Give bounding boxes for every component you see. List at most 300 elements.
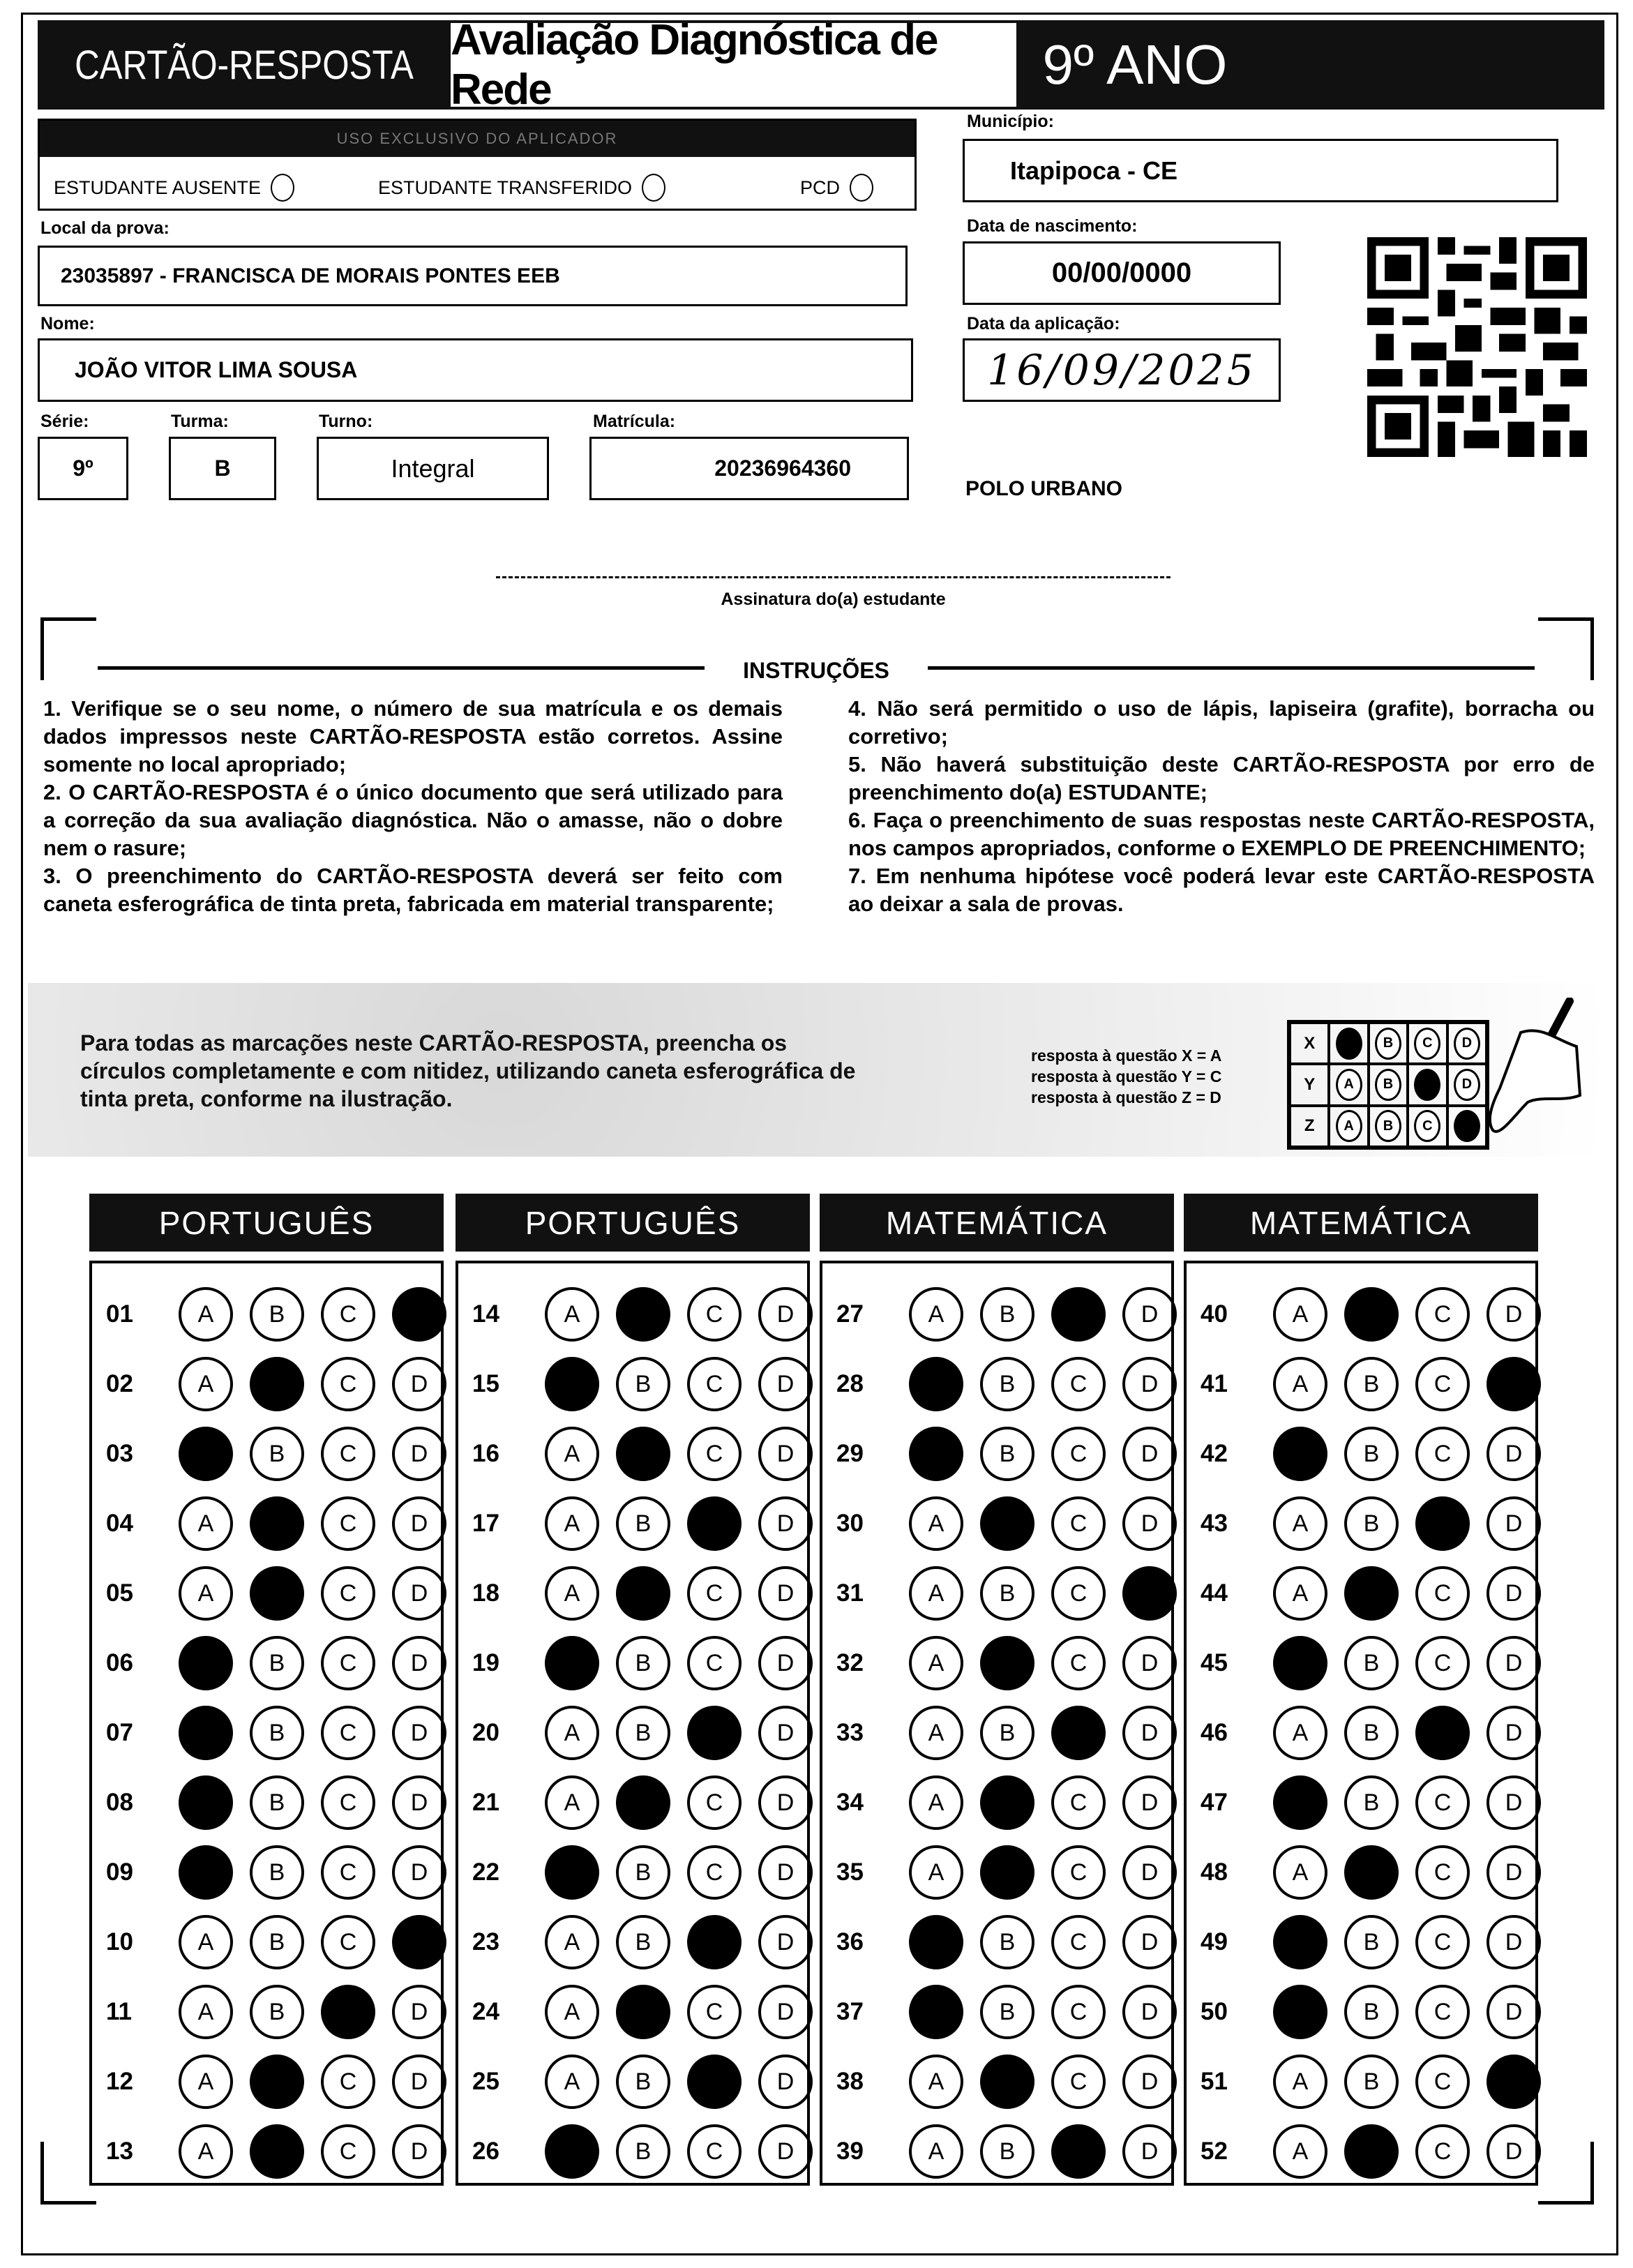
answer-bubble[interactable]: B [616,1496,670,1551]
answer-bubble-filled[interactable]: C [1051,2124,1106,2179]
question-number: 51 [1201,2068,1228,2095]
answer-bubble[interactable]: A [179,2124,233,2179]
answer-bubble[interactable]: D [1122,1775,1177,1830]
answer-bubble-filled[interactable]: B [980,1636,1034,1690]
answer-bubble[interactable]: D [758,2124,813,2179]
birthdate-label: Data de nascimento: [967,216,1138,236]
pcd-bubble[interactable] [850,174,873,202]
answer-bubble-filled[interactable]: A [545,2124,599,2179]
instruction-item: 1. Verifique se o seu nome, o número de sua matrícula e os demais dados impressos neste CARTÃO-RESPOSTA estão corretos. Assine somente no local apropriado; [43,696,783,776]
answer-bubble[interactable]: B [980,1357,1034,1411]
answer-bubble[interactable]: C [1415,1357,1470,1411]
answer-bubble[interactable]: D [392,1706,446,1760]
question-row [1187,1845,1535,1900]
signature-line[interactable] [496,576,1171,578]
answer-bubble[interactable]: D [758,1706,813,1760]
answer-bubble[interactable]: C [687,1636,742,1690]
question-row [822,2054,1171,2110]
answer-bubble-filled[interactable]: A [909,1357,963,1411]
question-row [92,2054,441,2110]
answer-bubble[interactable]: B [250,1636,304,1690]
answer-bubble-filled[interactable]: D [1487,2055,1541,2109]
answer-bubble[interactable]: C [687,1427,742,1481]
answer-bubble[interactable]: A [545,1287,599,1342]
question-number: 06 [106,1649,133,1676]
question-row [1187,1426,1535,1482]
answer-bubble[interactable]: D [1122,1287,1177,1342]
answer-bubble-filled[interactable]: D [1122,1566,1177,1621]
answer-bubble-filled[interactable]: C [321,1985,375,2039]
answer-bubble-filled[interactable]: A [1273,1985,1327,2039]
answer-bubble[interactable]: D [1122,2055,1177,2109]
answer-bubble[interactable]: A [1273,2124,1327,2179]
answer-bubble[interactable]: D [392,1845,446,1900]
answer-bubble-filled[interactable]: B [250,1566,304,1621]
signature-label: Assinatura do(a) estudante [721,589,946,609]
answer-bubble[interactable]: D [1122,1985,1177,2039]
answer-bubble[interactable]: C [1415,2055,1470,2109]
question-number: 52 [1201,2138,1228,2165]
question-number: 22 [472,1858,499,1886]
answer-bubble[interactable]: A [545,1915,599,1969]
question-number: 16 [472,1440,499,1467]
answer-bubble[interactable]: A [909,1636,963,1690]
legend-item: resposta à questão Y = C [1031,1067,1222,1086]
answer-bubble[interactable]: D [1122,1357,1177,1411]
question-number: 04 [106,1510,133,1537]
answer-bubble-filled[interactable]: C [687,1915,742,1969]
question-row [822,2124,1171,2179]
answer-bubble[interactable]: B [1344,2055,1399,2109]
question-row [458,1914,807,1970]
question-number: 34 [836,1789,864,1816]
answer-bubble[interactable]: D [1122,1706,1177,1760]
answer-bubble[interactable]: D [1487,1775,1541,1830]
answer-bubble[interactable]: A [1273,1287,1327,1342]
answer-bubble[interactable]: A [909,1496,963,1551]
answer-bubble[interactable]: B [980,2124,1034,2179]
answer-bubble[interactable]: C [1415,2124,1470,2179]
answer-bubble[interactable]: C [1415,1985,1470,2039]
answer-bubble-filled[interactable]: A [545,1636,599,1690]
answer-bubble[interactable]: C [321,1775,375,1830]
answer-bubble[interactable]: C [1051,1357,1106,1411]
answer-bubble[interactable]: A [909,1775,963,1830]
answer-bubble-filled[interactable]: A [179,1845,233,1900]
answer-bubble[interactable]: C [1415,1427,1470,1481]
answer-bubble-filled[interactable]: A [545,1357,599,1411]
answer-bubble-filled[interactable]: A [909,1915,963,1969]
answer-bubble[interactable]: A [179,1566,233,1621]
answer-bubble[interactable]: B [1344,1357,1399,1411]
answer-bubble[interactable]: A [179,1287,233,1342]
answer-bubble[interactable]: D [1487,1427,1541,1481]
answer-bubble[interactable]: D [758,1357,813,1411]
answer-bubble[interactable]: D [392,1636,446,1690]
answer-bubble[interactable]: C [1415,1775,1470,1830]
answer-bubble[interactable]: C [687,1775,742,1830]
absent-bubble[interactable] [271,174,294,202]
answer-bubble[interactable]: C [321,1496,375,1551]
question-number: 46 [1201,1719,1228,1746]
municipio-field: Itapipoca - CE [963,139,1558,202]
answer-bubble-filled[interactable]: B [616,1566,670,1621]
answer-bubble[interactable]: C [687,1287,742,1342]
question-number: 02 [106,1370,133,1397]
answer-bubble[interactable]: C [321,1287,375,1342]
question-number: 01 [106,1300,133,1328]
answer-bubble[interactable]: D [1487,1566,1541,1621]
answer-bubble[interactable]: A [1273,1357,1327,1411]
question-number: 10 [106,1928,133,1955]
question-row [92,1426,441,1482]
answer-bubble[interactable]: D [392,1357,446,1411]
question-number: 35 [836,1858,864,1886]
answer-bubble[interactable]: A [179,1496,233,1551]
answer-bubble[interactable]: D [1122,1636,1177,1690]
answer-bubble[interactable]: C [321,2055,375,2109]
answer-bubble-filled[interactable]: B [1344,1566,1399,1621]
answer-bubble[interactable]: D [758,1496,813,1551]
answer-bubble[interactable]: A [1273,1845,1327,1900]
answer-bubble[interactable]: D [758,1566,813,1621]
answer-bubble[interactable]: A [909,1845,963,1900]
answer-bubble[interactable]: D [1487,1287,1541,1342]
question-row [822,1565,1171,1621]
answer-bubble[interactable]: B [1344,1915,1399,1969]
answer-bubble[interactable]: C [687,1357,742,1411]
answer-bubble[interactable]: D [1122,1496,1177,1551]
transfer-option[interactable] [378,174,665,202]
answer-bubble[interactable]: A [545,1496,599,1551]
question-row [92,1356,441,1412]
answer-bubble[interactable]: A [909,1287,963,1342]
answer-bubble[interactable]: A [179,1985,233,2039]
answer-bubble[interactable]: B [250,1985,304,2039]
answer-bubble[interactable]: A [545,1775,599,1830]
question-row [92,1914,441,1970]
answer-bubble[interactable]: B [250,1427,304,1481]
answer-bubble-filled[interactable]: A [545,1845,599,1900]
answer-bubble[interactable]: A [1273,2055,1327,2109]
question-number: 12 [106,2068,133,2095]
answer-bubble[interactable]: C [1415,1915,1470,1969]
absent-option[interactable] [54,174,294,202]
answer-bubble[interactable]: B [250,1845,304,1900]
answer-bubble-filled[interactable]: B [1344,1287,1399,1342]
answer-bubble[interactable]: B [250,1775,304,1830]
answer-bubble[interactable]: D [392,2055,446,2109]
answer-bubble[interactable]: B [616,2124,670,2179]
answer-bubble[interactable]: D [1122,1427,1177,1481]
answer-bubble[interactable]: C [1051,1915,1106,1969]
answer-bubble[interactable]: A [179,2055,233,2109]
answer-bubble-filled[interactable]: A [179,1775,233,1830]
answer-bubble[interactable]: A [545,1566,599,1621]
question-row [458,1635,807,1691]
answer-bubble[interactable]: D [1487,1915,1541,1969]
answer-bubble[interactable]: C [687,1985,742,2039]
answer-bubble[interactable]: B [980,1287,1034,1342]
question-number: 11 [106,1998,132,2025]
answer-bubble[interactable]: D [758,1775,813,1830]
answer-bubble[interactable]: C [1415,1566,1470,1621]
answer-bubble[interactable]: A [545,1427,599,1481]
answer-bubble[interactable]: D [758,1985,813,2039]
question-number: 47 [1201,1789,1228,1816]
applicator-bar: USO EXCLUSIVO DO APLICADOR [40,121,915,157]
answer-bubble-filled[interactable]: A [179,1427,233,1481]
answer-bubble-filled[interactable]: A [1273,1775,1327,1830]
answer-bubble[interactable]: C [1051,1496,1106,1551]
question-row [458,1496,807,1552]
answer-bubble[interactable]: A [179,1915,233,1969]
answer-bubble[interactable]: D [392,1985,446,2039]
instructions-left [43,695,783,918]
answer-bubble[interactable]: B [1344,1496,1399,1551]
answer-bubble[interactable]: B [616,1845,670,1900]
answer-bubble[interactable]: B [980,1566,1034,1621]
answer-bubble[interactable]: C [321,1845,375,1900]
answer-bubble[interactable]: D [1487,2124,1541,2179]
answer-bubble-filled[interactable]: A [179,1636,233,1690]
answer-bubble[interactable]: B [1344,1706,1399,1760]
transfer-bubble[interactable] [642,174,665,202]
answer-bubble[interactable]: D [758,1427,813,1481]
answer-bubble[interactable]: D [392,1775,446,1830]
question-row [822,1775,1171,1831]
answer-bubble-filled[interactable]: B [616,1775,670,1830]
example-bubble-filled [1454,1110,1480,1142]
question-row [92,1845,441,1900]
turno-field: Integral [317,437,549,500]
answer-bubble[interactable]: B [980,1706,1034,1760]
answer-bubble-filled[interactable]: B [1344,2124,1399,2179]
answer-bubble[interactable]: D [758,1915,813,1969]
question-number: 32 [836,1649,864,1676]
birthdate-field: 00/00/0000 [963,241,1281,305]
answer-bubble[interactable]: D [1122,2124,1177,2179]
answer-bubble[interactable]: A [909,2124,963,2179]
answer-bubble-filled[interactable]: B [250,1357,304,1411]
answer-bubble[interactable]: C [321,1357,375,1411]
answer-bubble-filled[interactable]: C [1051,1706,1106,1760]
answer-box [1184,1261,1538,2186]
answer-bubble[interactable]: B [250,1706,304,1760]
answer-bubble[interactable]: D [1122,1915,1177,1969]
example-bubble: B [1375,1069,1401,1101]
evaluation-title: Avaliação Diagnóstica de Rede [451,23,1016,107]
answer-bubble[interactable]: D [1487,1985,1541,2039]
answer-bubble-filled[interactable]: A [179,1706,233,1760]
question-row [1187,1914,1535,1970]
answer-bubble-filled[interactable]: B [250,1496,304,1551]
question-number: 44 [1201,1579,1228,1607]
answer-bubble[interactable]: C [1415,1636,1470,1690]
answer-bubble-filled[interactable]: C [687,2055,742,2109]
answer-bubble[interactable]: A [909,2055,963,2109]
answer-box [820,1261,1174,2186]
answer-bubble[interactable]: B [1344,1427,1399,1481]
answer-bubble[interactable]: A [1273,1566,1327,1621]
answer-bubble[interactable]: B [616,1706,670,1760]
answer-bubble[interactable]: D [758,1845,813,1900]
answer-bubble[interactable]: D [758,2055,813,2109]
answer-bubble-filled[interactable]: D [392,1287,446,1342]
answer-bubble[interactable]: A [545,1706,599,1760]
answer-bubble[interactable]: B [1344,1985,1399,2039]
answer-bubble-filled[interactable]: B [250,2124,304,2179]
answer-bubble-filled[interactable]: B [980,1496,1034,1551]
answer-bubble[interactable]: C [687,2124,742,2179]
question-number: 13 [106,2138,133,2165]
answer-bubble[interactable]: C [321,2124,375,2179]
answer-bubble[interactable]: D [758,1636,813,1690]
question-number: 05 [106,1579,133,1607]
question-row [1187,1775,1535,1831]
pcd-option[interactable] [800,174,873,202]
answer-bubble[interactable]: C [321,1915,375,1969]
question-number: 36 [836,1928,864,1955]
answer-bubble[interactable]: C [1415,1287,1470,1342]
answer-bubble-filled[interactable]: B [616,1427,670,1481]
question-row [1187,1984,1535,2040]
answer-bubble[interactable]: B [616,1915,670,1969]
municipio-label: Município: [967,112,1054,131]
answer-bubble-filled[interactable]: C [687,1496,742,1551]
corner-mark [1538,617,1594,680]
answer-bubble[interactable]: D [392,1566,446,1621]
question-row [92,1775,441,1831]
answer-bubble[interactable]: B [616,2055,670,2109]
answer-bubble[interactable]: C [1051,2055,1106,2109]
answer-bubble[interactable]: B [1344,1775,1399,1830]
answer-bubble-filled[interactable]: B [616,1287,670,1342]
example-bubble: D [1454,1069,1480,1101]
instructions-right [848,695,1595,918]
answer-bubble-filled[interactable]: B [980,1845,1034,1900]
answer-bubble[interactable]: B [980,1985,1034,2039]
question-row [458,2054,807,2110]
answer-bubble[interactable]: D [1487,1636,1541,1690]
answer-bubble[interactable]: B [616,1357,670,1411]
question-row [822,1356,1171,1412]
answer-bubble[interactable]: C [321,1427,375,1481]
answer-bubble-filled[interactable]: B [980,1775,1034,1830]
instruction-item: 6. Faça o preenchimento de suas respostas neste CARTÃO-RESPOSTA, nos campos apropriados, conforme o EXEMPLO DE PREENCHIMENTO; [848,808,1595,860]
answer-bubble[interactable]: B [250,1287,304,1342]
answer-bubble[interactable]: A [545,1985,599,2039]
answer-bubble-filled[interactable]: A [1273,1427,1327,1481]
answer-bubble[interactable]: C [321,1566,375,1621]
answer-bubble[interactable]: C [1051,1985,1106,2039]
answer-bubble-filled[interactable]: B [616,1985,670,2039]
answer-bubble-filled[interactable]: D [1487,1357,1541,1411]
answer-bubble[interactable]: C [1051,1566,1106,1621]
example-cell [1408,1064,1447,1105]
answer-bubble[interactable]: A [909,1566,963,1621]
question-row [92,1705,441,1761]
answer-bubble[interactable]: C [687,1566,742,1621]
local-field: 23035897 - FRANCISCA DE MORAIS PONTES EEB [38,246,908,306]
name-field: JOÃO VITOR LIMA SOUSA [38,338,913,402]
answer-bubble-filled[interactable]: C [687,1706,742,1760]
question-row [822,1426,1171,1482]
answer-bubble[interactable]: A [179,1357,233,1411]
answer-bubble[interactable]: B [980,1427,1034,1481]
answer-bubble[interactable]: A [545,2055,599,2109]
answer-bubble[interactable]: D [392,1496,446,1551]
card-title: CARTÃO-RESPOSTA [75,42,414,88]
answer-bubble[interactable]: D [392,2124,446,2179]
answer-bubble-filled[interactable]: A [909,1427,963,1481]
question-number: 30 [836,1510,864,1537]
answer-bubble-filled[interactable]: B [1344,1845,1399,1900]
example-bubble: A [1336,1110,1362,1142]
answer-bubble[interactable]: D [758,1287,813,1342]
answer-bubble[interactable]: D [1487,1706,1541,1760]
question-row [92,1565,441,1621]
answer-bubble[interactable]: C [1051,1636,1106,1690]
answer-bubble-filled[interactable]: C [1051,1287,1106,1342]
answer-bubble[interactable]: C [1051,1427,1106,1481]
answer-bubble[interactable]: D [1487,1845,1541,1900]
question-row [458,2124,807,2179]
question-number: 15 [472,1370,499,1397]
answer-bubble-filled[interactable]: C [1415,1496,1470,1551]
answer-bubble-filled[interactable]: A [1273,1636,1327,1690]
answer-bubble-filled[interactable]: B [980,2055,1034,2109]
answer-bubble[interactable]: D [1487,1496,1541,1551]
answer-bubble[interactable]: C [321,1706,375,1760]
answer-bubble-filled[interactable]: A [909,1985,963,2039]
answer-bubble[interactable]: C [1051,1775,1106,1830]
answer-bubble[interactable]: D [392,1427,446,1481]
answer-bubble[interactable]: B [250,1915,304,1969]
answer-bubble[interactable]: B [616,1636,670,1690]
question-number: 42 [1201,1440,1228,1467]
question-number: 18 [472,1579,499,1607]
question-number: 09 [106,1858,133,1886]
question-number: 25 [472,2068,499,2095]
question-number: 03 [106,1440,133,1467]
answer-bubble[interactable]: B [980,1915,1034,1969]
question-number: 37 [836,1998,864,2025]
answer-bubble[interactable]: C [1415,1845,1470,1900]
answer-bubble-filled[interactable]: A [1273,1915,1327,1969]
application-date-field[interactable]: 16/09/2025 [963,338,1281,402]
answer-bubble[interactable]: A [1273,1706,1327,1760]
answer-bubble[interactable]: D [1122,1845,1177,1900]
corner-mark [40,2142,96,2205]
answer-bubble-filled[interactable]: C [1415,1706,1470,1760]
answer-bubble[interactable]: C [1051,1845,1106,1900]
answer-bubble-filled[interactable]: B [250,2055,304,2109]
example-cell [1329,1064,1368,1105]
answer-bubble[interactable]: C [687,1845,742,1900]
question-row [1187,2054,1535,2110]
answer-bubble[interactable]: A [909,1706,963,1760]
matricula-label: Matrícula: [593,412,676,431]
question-number: 14 [472,1300,499,1328]
answer-bubble[interactable]: B [1344,1636,1399,1690]
answer-bubble[interactable]: A [1273,1496,1327,1551]
question-row [1187,1635,1535,1691]
question-row [1187,1496,1535,1552]
answer-bubble-filled[interactable]: D [392,1915,446,1969]
answer-bubble[interactable]: C [321,1636,375,1690]
example-bubble: D [1454,1028,1480,1060]
